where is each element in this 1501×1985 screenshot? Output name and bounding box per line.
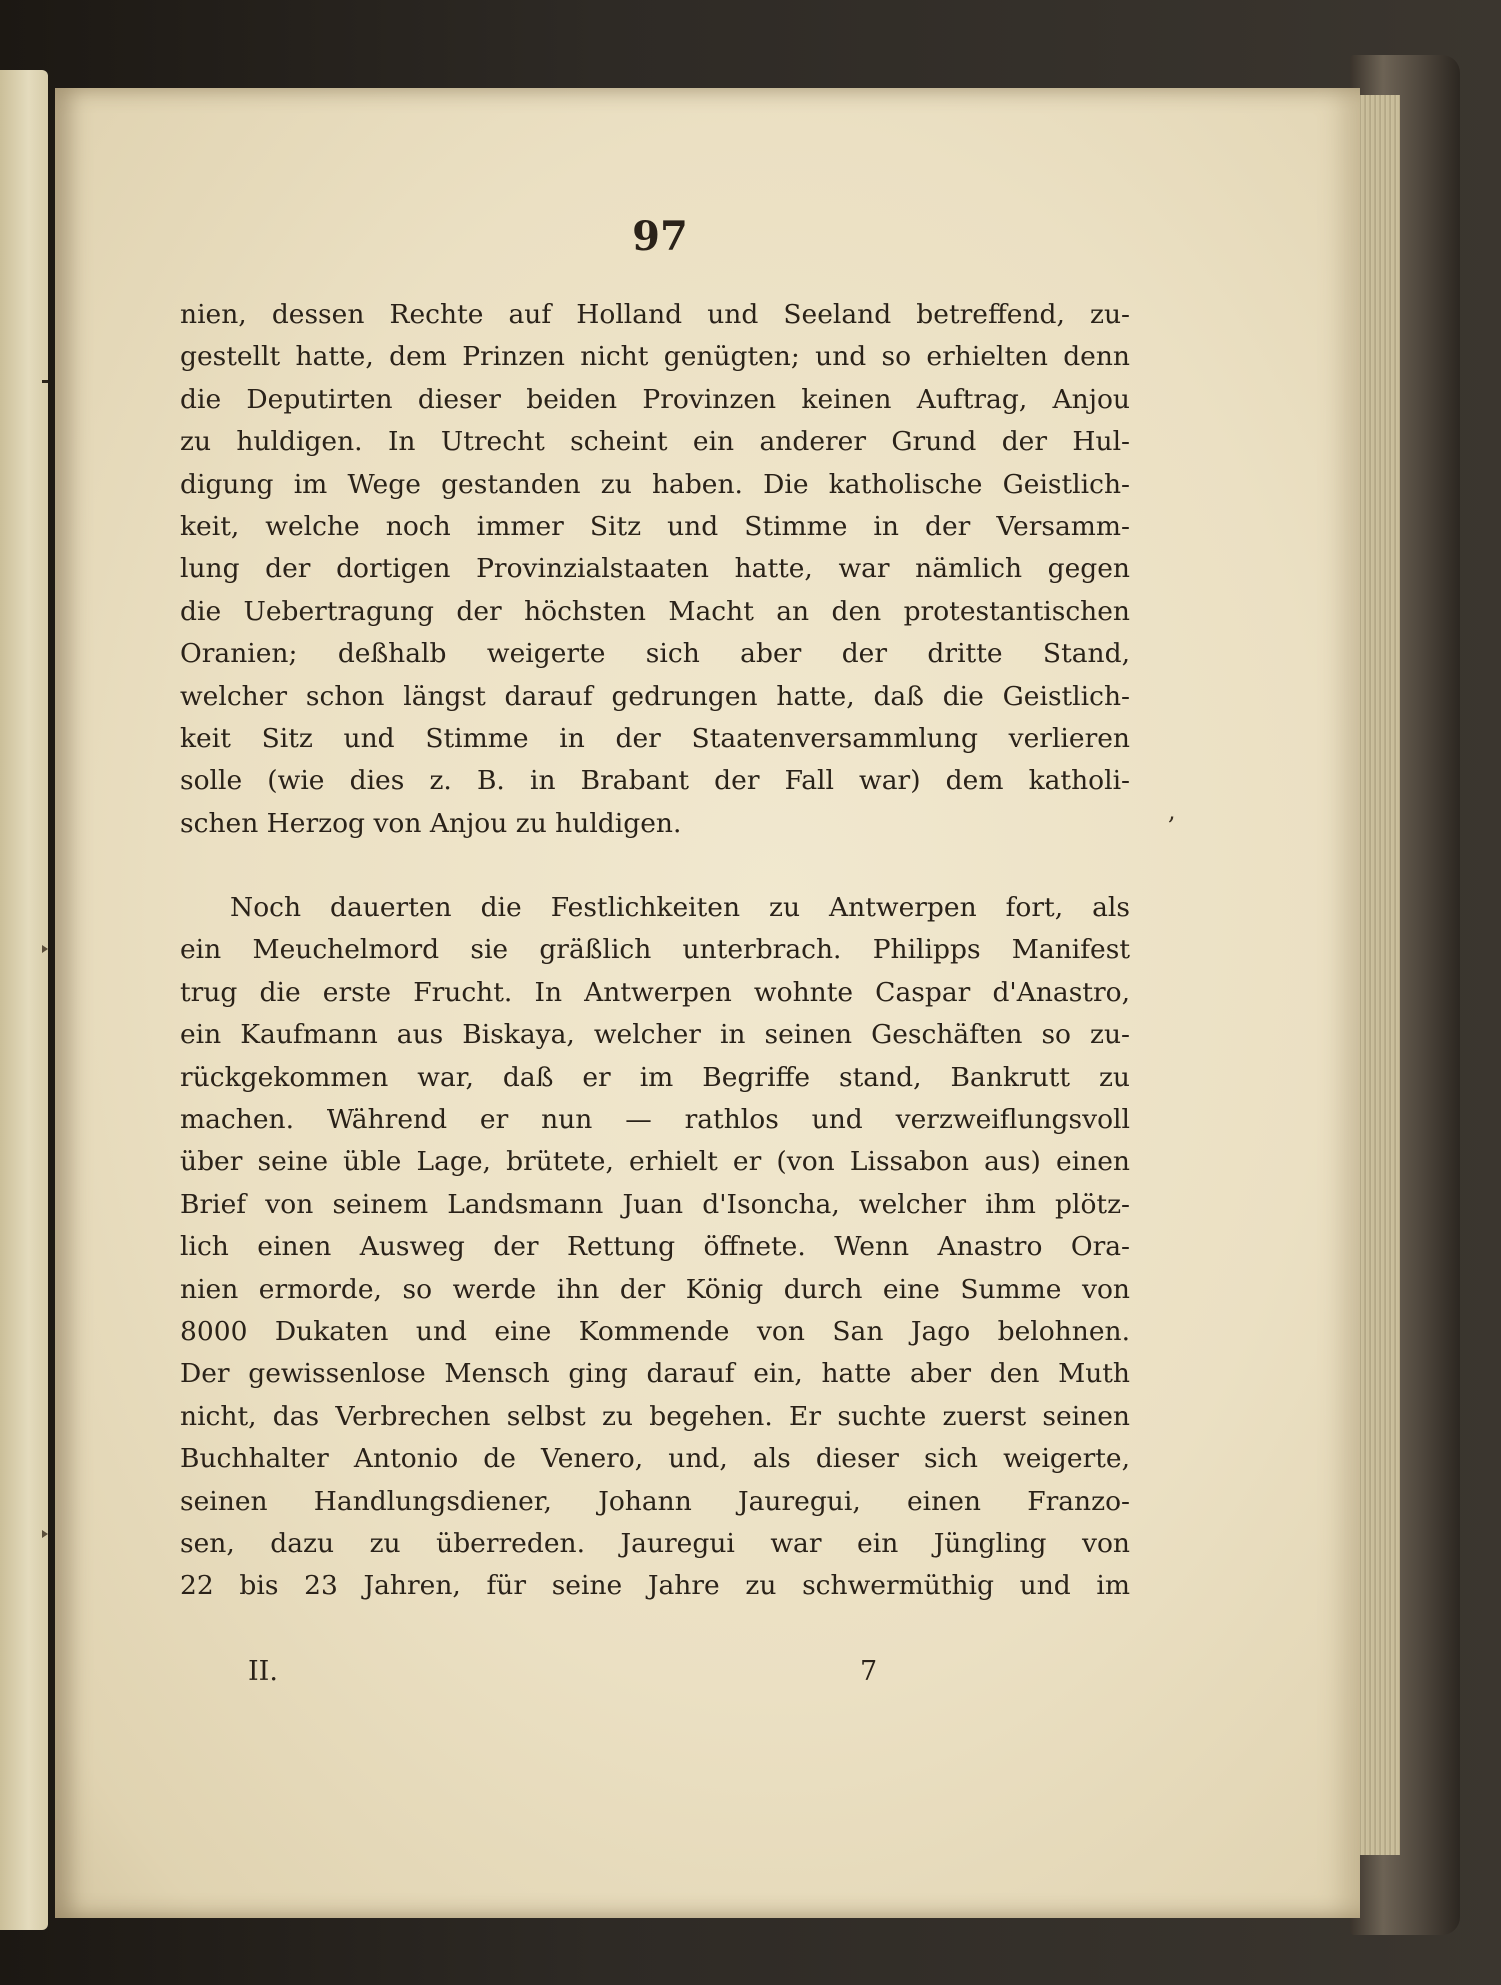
text-line: die Deputirten dieser beiden Provinzen keinen Auftrag, Anjou [180, 383, 1130, 415]
paragraph [180, 887, 1130, 1608]
text-line: sen, dazu zu überreden. Jauregui war ein Jüngling von [180, 1527, 1130, 1559]
paragraph [180, 294, 1130, 845]
text-line: zu huldigen. In Utrecht scheint ein anderer Grund der Hul- [180, 426, 1130, 458]
text-line: ein Kaufmann aus Biskaya, welcher in seinen Geschäften so zu- [180, 1019, 1130, 1051]
text-line: trug die erste Frucht. In Antwerpen wohnte Caspar d'Anastro, [180, 976, 1130, 1008]
text-line: nien, dessen Rechte auf Holland und Seeland betreffend, zu- [180, 299, 1130, 330]
text-line: keit Sitz und Stimme in der Staatenversammlung verlieren [180, 722, 1130, 754]
text-line: ein Meuchelmord sie gräßlich unterbrach. Philipps Manifest [180, 934, 1130, 966]
text-line: seinen Handlungsdiener, Johann Jauregui, einen Franzo- [180, 1485, 1130, 1517]
page-body-text [180, 294, 1130, 1608]
text-line: 8000 Dukaten und eine Kommende von San Jago belohnen. [180, 1315, 1130, 1347]
text-line: gestellt hatte, dem Prinzen nicht genügten; und so erhielten denn [180, 341, 1130, 373]
text-line: Buchhalter Antonio de Venero, und, als dieser sich weigerte, [180, 1443, 1130, 1475]
sheet-number: 7 [860, 1656, 878, 1687]
signature-mark: II. [248, 1656, 278, 1687]
edge-mark [42, 380, 48, 383]
edge-mark [42, 1530, 48, 1538]
text-line: Brief von seinem Landsmann Juan d'Isoncha, welcher ihm plötz- [180, 1188, 1130, 1220]
paragraph-gap [180, 845, 1130, 887]
text-line: über seine üble Lage, brütete, erhielt er (von Lissabon aus) einen [180, 1146, 1130, 1178]
text-line: keit, welche noch immer Sitz und Stimme in der Versamm- [180, 510, 1130, 542]
text-line: Der gewissenlose Mensch ging darauf ein, hatte aber den Muth [180, 1358, 1130, 1390]
text-line: Oranien; deßhalb weigerte sich aber der dritte Stand, [180, 638, 1130, 670]
text-line: schen Herzog von Anjou zu huldigen. [180, 807, 682, 839]
text-line: nien ermorde, so werde ihn der König durch eine Summe von [180, 1273, 1130, 1305]
text-line: die Uebertragung der höchsten Macht an den protestantischen [180, 595, 1130, 627]
edge-mark [42, 945, 48, 953]
text-line: digung im Wege gestanden zu haben. Die katholische Geistlich- [180, 468, 1130, 500]
facing-page-edge [0, 70, 48, 1930]
margin-mark: , [1168, 797, 1176, 825]
text-line: nicht, das Verbrechen selbst zu begehen. Er suchte zuerst seinen [180, 1400, 1130, 1432]
text-line: 22 bis 23 Jahren, für seine Jahre zu schwermüthig und im [180, 1570, 1130, 1602]
text-line: rückgekommen war, daß er im Begriffe stand, Bankrutt zu [180, 1061, 1130, 1093]
page-number: 97 [632, 213, 688, 260]
text-line: lung der dortigen Provinzialstaaten hatte, war nämlich gegen [180, 553, 1130, 585]
text-line: Noch dauerten die Festlichkeiten zu Antwerpen fort, als [230, 892, 1130, 924]
text-line: solle (wie dies z. B. in Brabant der Fall war) dem katholi- [180, 765, 1130, 797]
text-line: lich einen Ausweg der Rettung öffnete. Wenn Anastro Ora- [180, 1231, 1130, 1263]
text-line: welcher schon längst darauf gedrungen hatte, daß die Geistlich- [180, 680, 1130, 712]
text-line: machen. Während er nun — rathlos und verzweiflungsvoll [180, 1104, 1130, 1136]
